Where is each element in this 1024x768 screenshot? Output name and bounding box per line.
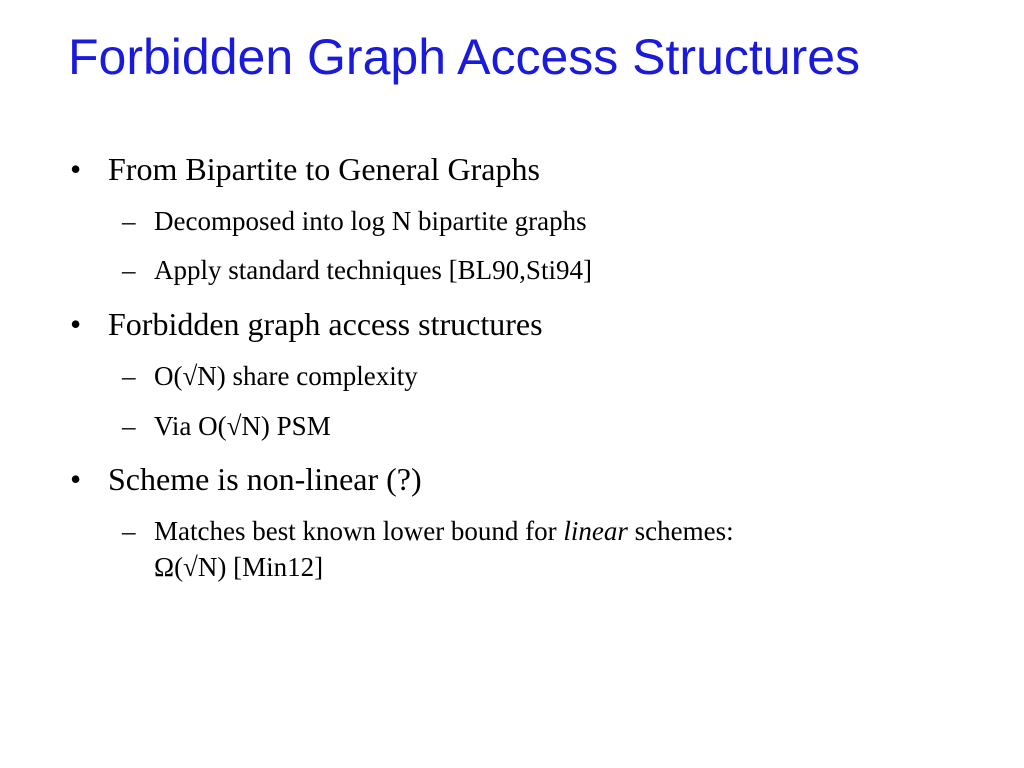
dash-marker: – bbox=[122, 255, 136, 285]
bullet-text: From Bipartite to General Graphs bbox=[108, 151, 540, 187]
bullet-marker: • bbox=[70, 461, 82, 497]
dash-marker: – bbox=[122, 361, 136, 391]
sub-bullet-text-before: Matches best known lower bound for bbox=[154, 516, 564, 546]
sub-bullet-text bbox=[154, 515, 734, 547]
slide-title: Forbidden Graph Access Structures bbox=[68, 29, 861, 85]
bullet-marker: • bbox=[70, 151, 82, 187]
sub-bullet-text-italic: linear bbox=[563, 516, 628, 546]
sub-bullet-text: Via O(√N) PSM bbox=[154, 411, 331, 441]
dash-marker: – bbox=[122, 516, 136, 546]
dash-marker: – bbox=[122, 206, 136, 236]
sub-bullet-text: Apply standard techniques [BL90,Sti94] bbox=[154, 255, 592, 285]
sub-bullet-text-after: schemes: bbox=[627, 516, 734, 546]
dash-marker: – bbox=[122, 411, 136, 441]
bullet-marker: • bbox=[70, 306, 82, 342]
sub-bullet-text: O(√N) share complexity bbox=[154, 361, 418, 391]
sub-bullet-text-line2: Ω(√N) [Min12] bbox=[154, 552, 324, 582]
bullet-text: Scheme is non-linear (?) bbox=[108, 461, 422, 497]
bullet-text: Forbidden graph access structures bbox=[108, 306, 543, 342]
sub-bullet-text: Decomposed into log N bipartite graphs bbox=[154, 206, 587, 236]
